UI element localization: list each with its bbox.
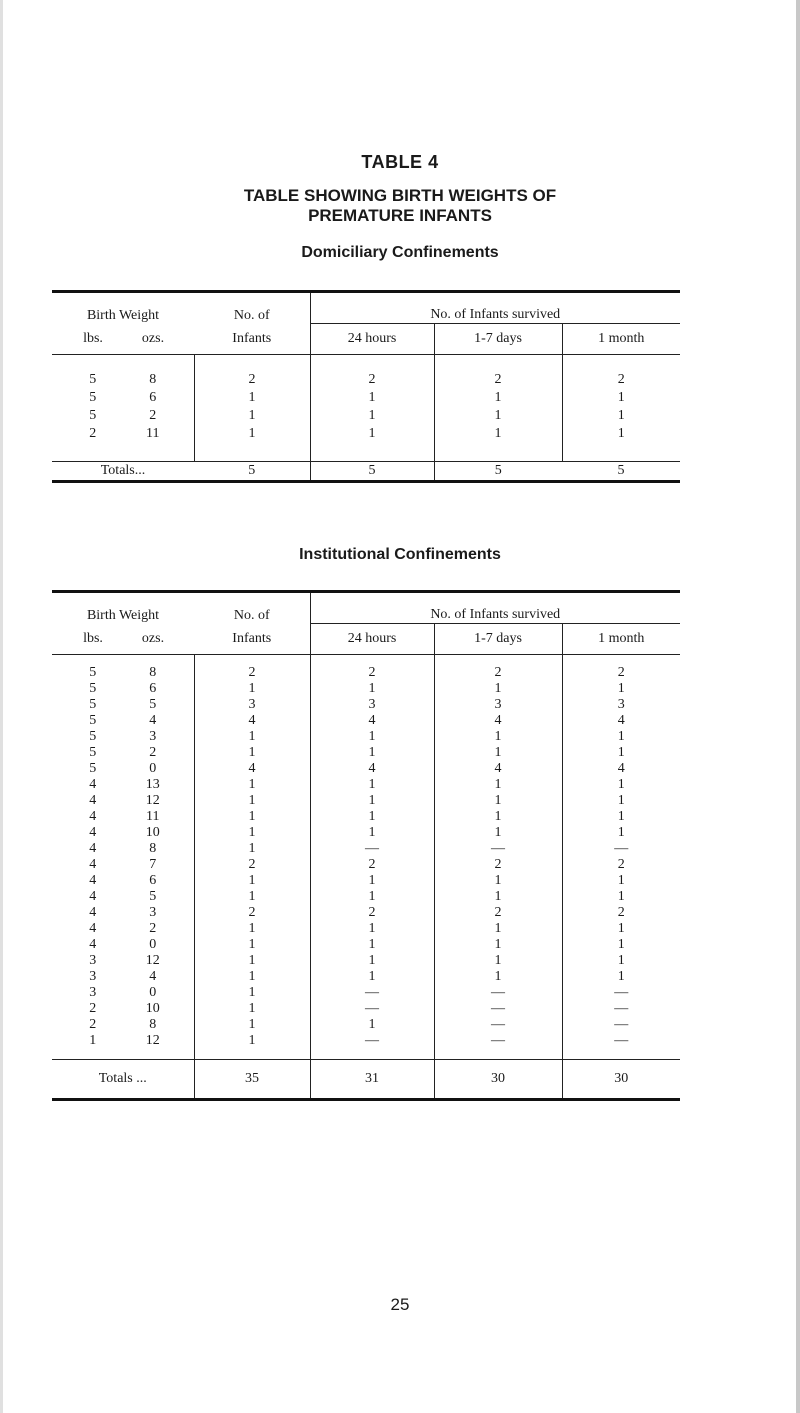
- cell-lbs: 4: [89, 777, 97, 792]
- col-1-7-days: 1-7 days: [434, 624, 562, 655]
- cell-h24: —: [310, 1033, 434, 1060]
- cell-d17: 1: [434, 873, 562, 889]
- cell-m1: 1: [562, 889, 680, 905]
- cell-d17: 1: [434, 889, 562, 905]
- cell-m1: 4: [562, 761, 680, 777]
- table-row: [52, 1033, 680, 1060]
- table-row: [52, 777, 680, 793]
- cell-infants: 1: [194, 825, 310, 841]
- cell-h24: 1: [310, 1017, 434, 1033]
- totals-1-7-days: 30: [434, 1060, 562, 1100]
- table-row: [52, 841, 680, 857]
- cell-h24: 1: [310, 873, 434, 889]
- table-row: [52, 985, 680, 1001]
- cell-lbs: 3: [89, 953, 97, 968]
- cell-d17: 1: [434, 921, 562, 937]
- cell-weight: [52, 407, 194, 425]
- cell-d17: 1: [434, 777, 562, 793]
- cell-lbs: 5: [89, 681, 97, 696]
- col-no-of: No. of: [194, 592, 310, 624]
- cell-infants: 1: [194, 953, 310, 969]
- cell-infants: 1: [194, 889, 310, 905]
- cell-d17: —: [434, 985, 562, 1001]
- cell-d17: 1: [434, 825, 562, 841]
- cell-h24: 1: [310, 889, 434, 905]
- col-ozs: ozs.: [141, 330, 165, 346]
- cell-weight: [52, 1033, 194, 1060]
- cell-lbs: 5: [89, 408, 97, 423]
- cell-lbs: 5: [89, 745, 97, 760]
- cell-d17: 1: [434, 809, 562, 825]
- cell-lbs: 5: [89, 372, 97, 387]
- col-1-month: 1 month: [562, 324, 680, 355]
- cell-ozs: 11: [146, 809, 160, 824]
- cell-ozs: 2: [149, 745, 157, 760]
- cell-lbs: 2: [89, 426, 97, 441]
- institutional-title: Institutional Confinements: [299, 546, 501, 563]
- domiciliary-table: [52, 290, 680, 483]
- institutional-totals-row: [52, 1060, 680, 1100]
- cell-weight: [52, 681, 194, 697]
- cell-m1: 1: [562, 873, 680, 889]
- table-row: [52, 1017, 680, 1033]
- cell-ozs: 0: [149, 985, 157, 1000]
- table-row: [52, 389, 680, 407]
- cell-weight: [52, 857, 194, 873]
- cell-ozs: 11: [146, 426, 160, 441]
- cell-lbs: 4: [89, 841, 97, 856]
- cell-lbs: 4: [89, 921, 97, 936]
- cell-h24: 1: [310, 921, 434, 937]
- cell-weight: [52, 761, 194, 777]
- table-row: [52, 937, 680, 953]
- cell-ozs: 5: [149, 697, 157, 712]
- cell-infants: 3: [194, 697, 310, 713]
- cell-h24: 1: [310, 389, 434, 407]
- cell-weight: [52, 873, 194, 889]
- totals-infants: 35: [194, 1060, 310, 1100]
- cell-d17: 1: [434, 425, 562, 462]
- cell-weight: [52, 969, 194, 985]
- cell-weight: [52, 841, 194, 857]
- cell-infants: 1: [194, 729, 310, 745]
- domiciliary-title: Domiciliary Confinements: [301, 244, 499, 261]
- cell-h24: 1: [310, 969, 434, 985]
- cell-infants: 1: [194, 841, 310, 857]
- cell-ozs: 7: [149, 857, 157, 872]
- cell-infants: 1: [194, 921, 310, 937]
- col-birth-weight: Birth Weight: [52, 292, 194, 324]
- cell-d17: 3: [434, 697, 562, 713]
- cell-m1: 1: [562, 953, 680, 969]
- cell-lbs: 5: [89, 729, 97, 744]
- cell-weight: [52, 697, 194, 713]
- table-row: [52, 655, 680, 682]
- cell-weight: [52, 809, 194, 825]
- table-row: [52, 761, 680, 777]
- cell-weight: [52, 655, 194, 682]
- table-row: [52, 809, 680, 825]
- totals-1-month: 30: [562, 1060, 680, 1100]
- cell-ozs: 12: [145, 1033, 160, 1048]
- table-row: [52, 355, 680, 390]
- table-row: [52, 873, 680, 889]
- domiciliary-rows: [52, 355, 680, 462]
- cell-m1: 1: [562, 681, 680, 697]
- cell-ozs: 3: [149, 729, 157, 744]
- cell-lbs: 4: [89, 857, 97, 872]
- cell-h24: 4: [310, 713, 434, 729]
- cell-weight: [52, 985, 194, 1001]
- cell-h24: 1: [310, 953, 434, 969]
- cell-h24: 1: [310, 425, 434, 462]
- cell-h24: 1: [310, 407, 434, 425]
- totals-label: Totals...: [52, 462, 194, 482]
- cell-weight: [52, 1017, 194, 1033]
- cell-h24: 1: [310, 793, 434, 809]
- cell-d17: 2: [434, 355, 562, 390]
- cell-infants: 1: [194, 425, 310, 462]
- cell-ozs: 10: [145, 825, 160, 840]
- cell-ozs: 10: [145, 1001, 160, 1016]
- cell-weight: [52, 793, 194, 809]
- cell-weight: [52, 889, 194, 905]
- cell-d17: 1: [434, 937, 562, 953]
- cell-lbs: 3: [89, 985, 97, 1000]
- cell-lbs: 4: [89, 873, 97, 888]
- cell-weight: [52, 713, 194, 729]
- cell-ozs: 0: [149, 937, 157, 952]
- col-infants: Infants: [194, 324, 310, 355]
- cell-ozs: 8: [149, 841, 157, 856]
- cell-d17: 2: [434, 905, 562, 921]
- cell-h24: —: [310, 985, 434, 1001]
- cell-m1: 1: [562, 825, 680, 841]
- cell-lbs: 5: [89, 761, 97, 776]
- cell-h24: 1: [310, 809, 434, 825]
- cell-h24: 1: [310, 681, 434, 697]
- cell-infants: 1: [194, 969, 310, 985]
- cell-d17: 4: [434, 713, 562, 729]
- cell-m1: 1: [562, 777, 680, 793]
- cell-lbs: 4: [89, 889, 97, 904]
- cell-h24: 1: [310, 825, 434, 841]
- cell-m1: 3: [562, 697, 680, 713]
- cell-weight: [52, 1001, 194, 1017]
- cell-weight: [52, 937, 194, 953]
- table-row: [52, 857, 680, 873]
- cell-lbs: 1: [89, 1033, 97, 1048]
- cell-ozs: 8: [149, 372, 157, 387]
- cell-weight: [52, 355, 194, 390]
- cell-m1: 1: [562, 793, 680, 809]
- cell-lbs: 3: [89, 969, 97, 984]
- table-number: TABLE 4: [361, 152, 439, 172]
- domiciliary-totals-row: [52, 462, 680, 482]
- cell-infants: 1: [194, 1033, 310, 1060]
- table-row: [52, 713, 680, 729]
- col-1-month: 1 month: [562, 624, 680, 655]
- cell-ozs: 3: [149, 905, 157, 920]
- cell-ozs: 6: [149, 873, 157, 888]
- totals-1-month: 5: [562, 462, 680, 482]
- cell-m1: 2: [562, 655, 680, 682]
- cell-infants: 1: [194, 745, 310, 761]
- table-row: [52, 905, 680, 921]
- cell-d17: 1: [434, 407, 562, 425]
- cell-infants: 4: [194, 713, 310, 729]
- cell-lbs: 4: [89, 937, 97, 952]
- col-1-7-days: 1-7 days: [434, 324, 562, 355]
- cell-m1: 1: [562, 921, 680, 937]
- cell-lbs: 5: [89, 713, 97, 728]
- totals-label: Totals ...: [52, 1060, 194, 1100]
- table-row: [52, 825, 680, 841]
- cell-ozs: 0: [149, 761, 157, 776]
- cell-weight: [52, 921, 194, 937]
- col-birth-weight: Birth Weight: [52, 592, 194, 624]
- cell-m1: 2: [562, 905, 680, 921]
- cell-m1: 2: [562, 355, 680, 390]
- cell-d17: 1: [434, 729, 562, 745]
- cell-m1: 1: [562, 425, 680, 462]
- cell-lbs: 2: [89, 1001, 97, 1016]
- cell-infants: 1: [194, 985, 310, 1001]
- cell-infants: 4: [194, 761, 310, 777]
- cell-m1: 4: [562, 713, 680, 729]
- cell-lbs: 4: [89, 793, 97, 808]
- cell-d17: 1: [434, 389, 562, 407]
- cell-ozs: 5: [149, 889, 157, 904]
- col-ozs: ozs.: [141, 630, 165, 646]
- cell-ozs: 4: [149, 713, 157, 728]
- cell-m1: 1: [562, 389, 680, 407]
- cell-h24: 1: [310, 937, 434, 953]
- cell-m1: 1: [562, 809, 680, 825]
- col-lbs: lbs.: [83, 630, 103, 646]
- col-no-of: No. of: [194, 292, 310, 324]
- cell-weight: [52, 777, 194, 793]
- cell-lbs: 4: [89, 809, 97, 824]
- cell-d17: —: [434, 1033, 562, 1060]
- cell-infants: 2: [194, 905, 310, 921]
- cell-m1: —: [562, 985, 680, 1001]
- cell-m1: 1: [562, 745, 680, 761]
- cell-weight: [52, 389, 194, 407]
- cell-m1: —: [562, 1001, 680, 1017]
- cell-m1: —: [562, 841, 680, 857]
- cell-h24: —: [310, 841, 434, 857]
- table-row: [52, 745, 680, 761]
- col-survived: No. of Infants survived: [310, 292, 680, 324]
- cell-h24: 2: [310, 655, 434, 682]
- table-row: [52, 889, 680, 905]
- cell-infants: 1: [194, 681, 310, 697]
- cell-lbs: 4: [89, 825, 97, 840]
- col-infants: Infants: [194, 624, 310, 655]
- table-row: [52, 921, 680, 937]
- cell-ozs: 2: [149, 408, 157, 423]
- cell-ozs: 8: [149, 665, 157, 680]
- cell-m1: 1: [562, 407, 680, 425]
- cell-d17: 1: [434, 745, 562, 761]
- totals-24-hours: 5: [310, 462, 434, 482]
- cell-infants: 2: [194, 857, 310, 873]
- cell-weight: [52, 825, 194, 841]
- table-row: [52, 793, 680, 809]
- page-number: 25: [390, 1295, 410, 1314]
- cell-m1: 2: [562, 857, 680, 873]
- cell-ozs: 12: [145, 793, 160, 808]
- cell-d17: —: [434, 1001, 562, 1017]
- cell-h24: 3: [310, 697, 434, 713]
- cell-infants: 1: [194, 1001, 310, 1017]
- cell-h24: 2: [310, 857, 434, 873]
- col-lbs-ozs: [52, 624, 194, 655]
- cell-h24: 2: [310, 905, 434, 921]
- cell-lbs: 5: [89, 697, 97, 712]
- col-lbs-ozs: [52, 324, 194, 355]
- cell-ozs: 2: [149, 921, 157, 936]
- cell-weight: [52, 953, 194, 969]
- cell-h24: 1: [310, 777, 434, 793]
- cell-lbs: 5: [89, 390, 97, 405]
- institutional-table: [52, 590, 680, 1101]
- cell-weight: [52, 729, 194, 745]
- cell-infants: 1: [194, 389, 310, 407]
- cell-ozs: 13: [145, 777, 160, 792]
- cell-h24: 4: [310, 761, 434, 777]
- cell-h24: 2: [310, 355, 434, 390]
- cell-infants: 2: [194, 655, 310, 682]
- cell-infants: 1: [194, 407, 310, 425]
- cell-ozs: 12: [145, 953, 160, 968]
- cell-m1: —: [562, 1033, 680, 1060]
- col-lbs: lbs.: [83, 330, 103, 346]
- cell-lbs: 5: [89, 665, 97, 680]
- cell-infants: 1: [194, 809, 310, 825]
- cell-lbs: 4: [89, 905, 97, 920]
- cell-d17: 1: [434, 681, 562, 697]
- cell-d17: 1: [434, 953, 562, 969]
- col-survived: No. of Infants survived: [310, 592, 680, 624]
- cell-ozs: 4: [149, 969, 157, 984]
- cell-d17: 1: [434, 969, 562, 985]
- table-title: TABLE SHOWING BIRTH WEIGHTS OF PREMATURE INFANTS: [243, 186, 557, 225]
- cell-ozs: 6: [149, 681, 157, 696]
- cell-infants: 1: [194, 937, 310, 953]
- table-row: [52, 969, 680, 985]
- cell-ozs: 8: [149, 1017, 157, 1032]
- table-row: [52, 681, 680, 697]
- institutional-rows: [52, 655, 680, 1060]
- cell-infants: 2: [194, 355, 310, 390]
- table-row: [52, 407, 680, 425]
- cell-infants: 1: [194, 777, 310, 793]
- table-row: [52, 953, 680, 969]
- cell-ozs: 6: [149, 390, 157, 405]
- cell-weight: [52, 745, 194, 761]
- col-24-hours: 24 hours: [310, 624, 434, 655]
- cell-h24: 1: [310, 745, 434, 761]
- cell-h24: 1: [310, 729, 434, 745]
- cell-infants: 1: [194, 793, 310, 809]
- totals-24-hours: 31: [310, 1060, 434, 1100]
- cell-m1: 1: [562, 969, 680, 985]
- cell-lbs: 2: [89, 1017, 97, 1032]
- table-row: [52, 697, 680, 713]
- totals-infants: 5: [194, 462, 310, 482]
- cell-d17: 2: [434, 857, 562, 873]
- cell-m1: 1: [562, 729, 680, 745]
- cell-d17: —: [434, 1017, 562, 1033]
- cell-h24: —: [310, 1001, 434, 1017]
- cell-m1: —: [562, 1017, 680, 1033]
- cell-d17: —: [434, 841, 562, 857]
- table-row: [52, 729, 680, 745]
- cell-infants: 1: [194, 873, 310, 889]
- table-row: [52, 1001, 680, 1017]
- cell-m1: 1: [562, 937, 680, 953]
- cell-d17: 1: [434, 793, 562, 809]
- cell-d17: 4: [434, 761, 562, 777]
- cell-infants: 1: [194, 1017, 310, 1033]
- cell-weight: [52, 425, 194, 462]
- totals-1-7-days: 5: [434, 462, 562, 482]
- cell-d17: 2: [434, 655, 562, 682]
- table-row: [52, 425, 680, 462]
- cell-weight: [52, 905, 194, 921]
- col-24-hours: 24 hours: [310, 324, 434, 355]
